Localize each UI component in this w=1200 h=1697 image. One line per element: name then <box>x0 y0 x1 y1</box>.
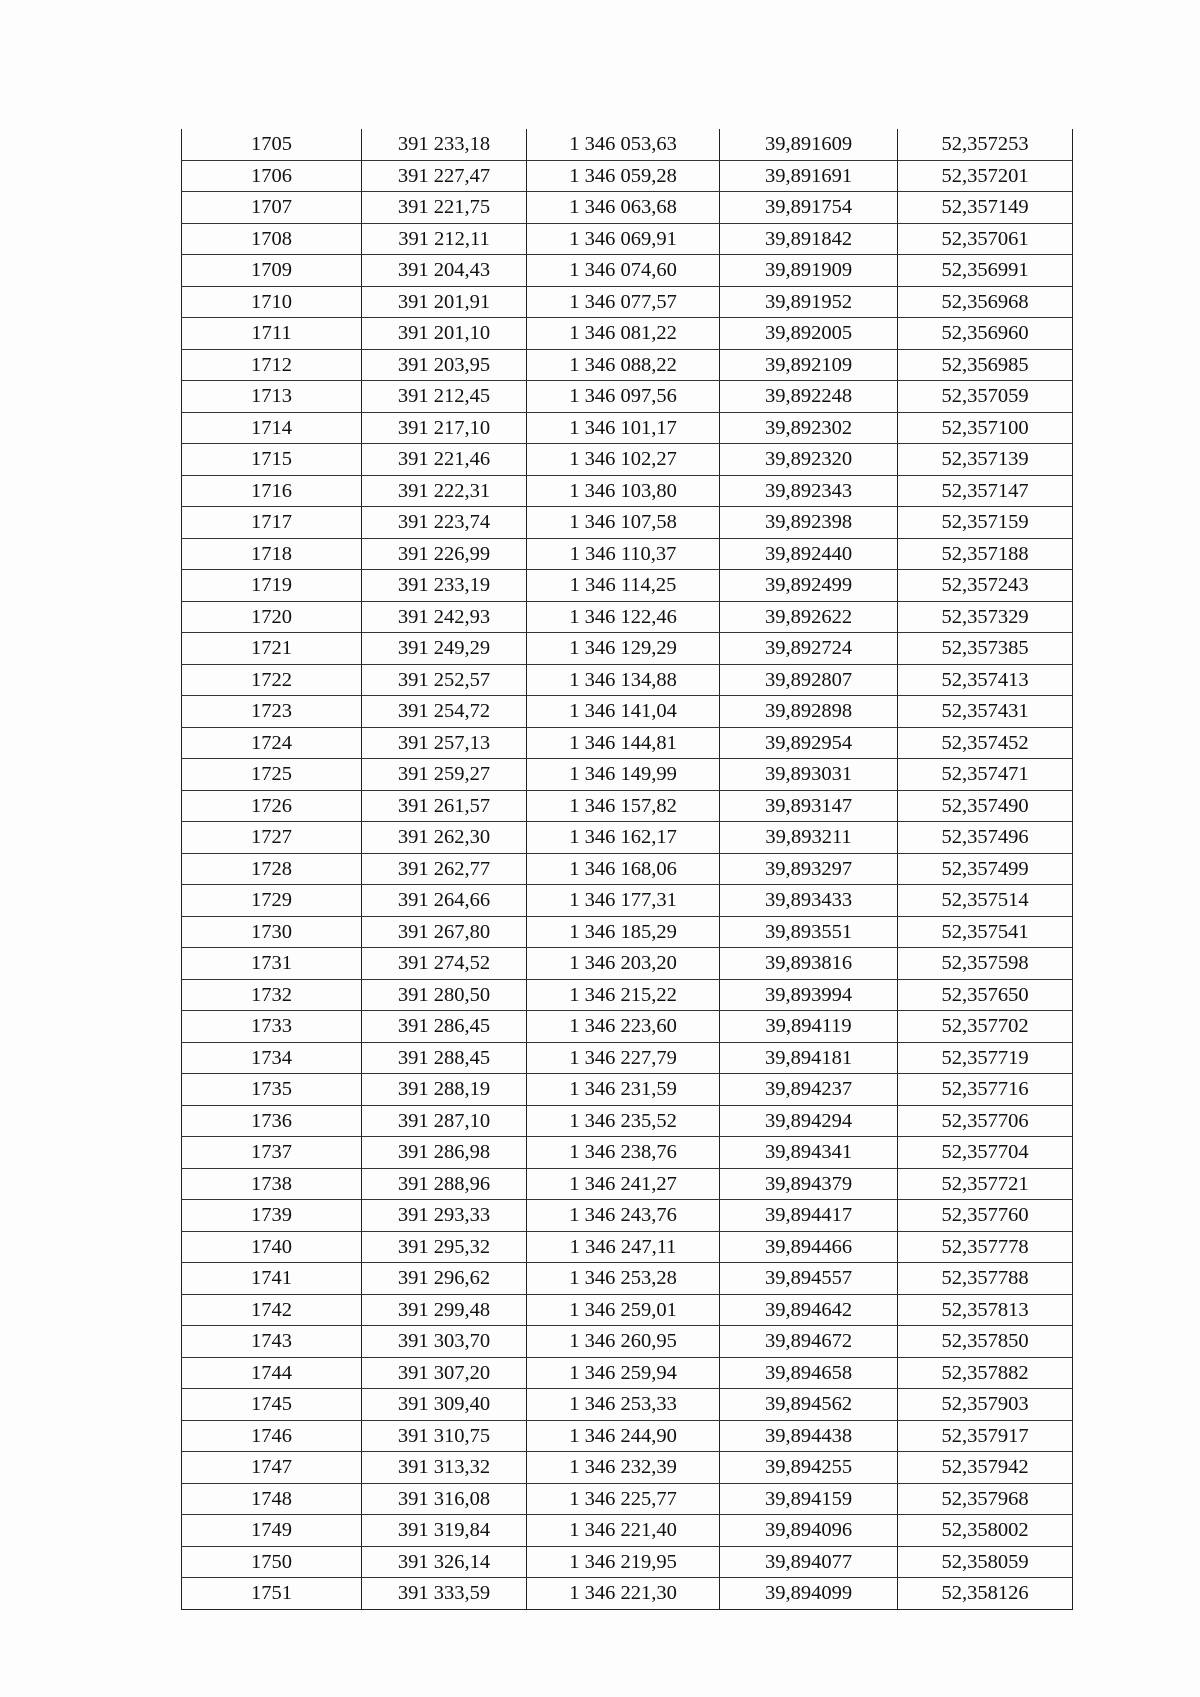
x-coordinate-cell: 391 293,33 <box>362 1200 527 1232</box>
longitude-cell: 39,892109 <box>720 349 898 381</box>
latitude-cell: 52,357413 <box>898 664 1073 696</box>
latitude-cell: 52,357541 <box>898 916 1073 948</box>
latitude-cell: 52,357650 <box>898 979 1073 1011</box>
point-number-cell: 1722 <box>182 664 362 696</box>
longitude-cell: 39,893031 <box>720 759 898 791</box>
y-coordinate-cell: 1 346 253,28 <box>527 1263 720 1295</box>
point-number-cell: 1732 <box>182 979 362 1011</box>
longitude-cell: 39,892622 <box>720 601 898 633</box>
longitude-cell: 39,894119 <box>720 1011 898 1043</box>
table-row <box>182 318 1073 350</box>
x-coordinate-cell: 391 280,50 <box>362 979 527 1011</box>
x-coordinate-cell: 391 296,62 <box>362 1263 527 1295</box>
x-coordinate-cell: 391 254,72 <box>362 696 527 728</box>
longitude-cell: 39,894379 <box>720 1168 898 1200</box>
latitude-cell: 52,357159 <box>898 507 1073 539</box>
point-number-cell: 1713 <box>182 381 362 413</box>
point-number-cell: 1747 <box>182 1452 362 1484</box>
x-coordinate-cell: 391 287,10 <box>362 1105 527 1137</box>
longitude-cell: 39,892302 <box>720 412 898 444</box>
table-row <box>182 1546 1073 1578</box>
point-number-cell: 1726 <box>182 790 362 822</box>
x-coordinate-cell: 391 262,30 <box>362 822 527 854</box>
latitude-cell: 52,357243 <box>898 570 1073 602</box>
x-coordinate-cell: 391 319,84 <box>362 1515 527 1547</box>
x-coordinate-cell: 391 288,96 <box>362 1168 527 1200</box>
x-coordinate-cell: 391 257,13 <box>362 727 527 759</box>
y-coordinate-cell: 1 346 144,81 <box>527 727 720 759</box>
point-number-cell: 1720 <box>182 601 362 633</box>
table-row <box>182 538 1073 570</box>
x-coordinate-cell: 391 310,75 <box>362 1420 527 1452</box>
y-coordinate-cell: 1 346 219,95 <box>527 1546 720 1578</box>
latitude-cell: 52,357942 <box>898 1452 1073 1484</box>
x-coordinate-cell: 391 222,31 <box>362 475 527 507</box>
point-number-cell: 1725 <box>182 759 362 791</box>
point-number-cell: 1710 <box>182 286 362 318</box>
latitude-cell: 52,357721 <box>898 1168 1073 1200</box>
latitude-cell: 52,357471 <box>898 759 1073 791</box>
longitude-cell: 39,892954 <box>720 727 898 759</box>
latitude-cell: 52,357706 <box>898 1105 1073 1137</box>
point-number-cell: 1738 <box>182 1168 362 1200</box>
x-coordinate-cell: 391 274,52 <box>362 948 527 980</box>
longitude-cell: 39,892398 <box>720 507 898 539</box>
x-coordinate-cell: 391 252,57 <box>362 664 527 696</box>
latitude-cell: 52,358126 <box>898 1578 1073 1610</box>
table-row <box>182 822 1073 854</box>
longitude-cell: 39,894562 <box>720 1389 898 1421</box>
x-coordinate-cell: 391 233,18 <box>362 129 527 160</box>
table-row <box>182 916 1073 948</box>
table-row <box>182 507 1073 539</box>
y-coordinate-cell: 1 346 059,28 <box>527 160 720 192</box>
table-row <box>182 223 1073 255</box>
longitude-cell: 39,892440 <box>720 538 898 570</box>
y-coordinate-cell: 1 346 074,60 <box>527 255 720 287</box>
x-coordinate-cell: 391 307,20 <box>362 1357 527 1389</box>
longitude-cell: 39,892724 <box>720 633 898 665</box>
point-number-cell: 1749 <box>182 1515 362 1547</box>
point-number-cell: 1734 <box>182 1042 362 1074</box>
x-coordinate-cell: 391 226,99 <box>362 538 527 570</box>
latitude-cell: 52,357253 <box>898 129 1073 160</box>
latitude-cell: 52,357850 <box>898 1326 1073 1358</box>
table-row <box>182 1326 1073 1358</box>
longitude-cell: 39,894658 <box>720 1357 898 1389</box>
point-number-cell: 1723 <box>182 696 362 728</box>
point-number-cell: 1717 <box>182 507 362 539</box>
longitude-cell: 39,892343 <box>720 475 898 507</box>
table-row <box>182 444 1073 476</box>
point-number-cell: 1721 <box>182 633 362 665</box>
point-number-cell: 1745 <box>182 1389 362 1421</box>
point-number-cell: 1729 <box>182 885 362 917</box>
x-coordinate-cell: 391 313,32 <box>362 1452 527 1484</box>
point-number-cell: 1750 <box>182 1546 362 1578</box>
latitude-cell: 52,357598 <box>898 948 1073 980</box>
y-coordinate-cell: 1 346 244,90 <box>527 1420 720 1452</box>
point-number-cell: 1741 <box>182 1263 362 1295</box>
latitude-cell: 52,357788 <box>898 1263 1073 1295</box>
table-row <box>182 1515 1073 1547</box>
table-row <box>182 727 1073 759</box>
table-row <box>182 1074 1073 1106</box>
y-coordinate-cell: 1 346 227,79 <box>527 1042 720 1074</box>
point-number-cell: 1719 <box>182 570 362 602</box>
y-coordinate-cell: 1 346 069,91 <box>527 223 720 255</box>
table-row <box>182 1389 1073 1421</box>
y-coordinate-cell: 1 346 162,17 <box>527 822 720 854</box>
latitude-cell: 52,357147 <box>898 475 1073 507</box>
point-number-cell: 1711 <box>182 318 362 350</box>
longitude-cell: 39,894096 <box>720 1515 898 1547</box>
x-coordinate-cell: 391 223,74 <box>362 507 527 539</box>
table-row <box>182 255 1073 287</box>
latitude-cell: 52,357061 <box>898 223 1073 255</box>
table-row <box>182 948 1073 980</box>
longitude-cell: 39,893297 <box>720 853 898 885</box>
point-number-cell: 1737 <box>182 1137 362 1169</box>
y-coordinate-cell: 1 346 253,33 <box>527 1389 720 1421</box>
x-coordinate-cell: 391 221,46 <box>362 444 527 476</box>
latitude-cell: 52,356985 <box>898 349 1073 381</box>
point-number-cell: 1744 <box>182 1357 362 1389</box>
longitude-cell: 39,894438 <box>720 1420 898 1452</box>
table-row <box>182 570 1073 602</box>
longitude-cell: 39,893816 <box>720 948 898 980</box>
x-coordinate-cell: 391 212,45 <box>362 381 527 413</box>
longitude-cell: 39,891609 <box>720 129 898 160</box>
table-row <box>182 1483 1073 1515</box>
point-number-cell: 1708 <box>182 223 362 255</box>
x-coordinate-cell: 391 249,29 <box>362 633 527 665</box>
x-coordinate-cell: 391 242,93 <box>362 601 527 633</box>
longitude-cell: 39,892807 <box>720 664 898 696</box>
x-coordinate-cell: 391 217,10 <box>362 412 527 444</box>
y-coordinate-cell: 1 346 114,25 <box>527 570 720 602</box>
point-number-cell: 1751 <box>182 1578 362 1610</box>
latitude-cell: 52,357139 <box>898 444 1073 476</box>
x-coordinate-cell: 391 201,91 <box>362 286 527 318</box>
y-coordinate-cell: 1 346 129,29 <box>527 633 720 665</box>
x-coordinate-cell: 391 288,45 <box>362 1042 527 1074</box>
x-coordinate-cell: 391 286,45 <box>362 1011 527 1043</box>
y-coordinate-cell: 1 346 231,59 <box>527 1074 720 1106</box>
table-row <box>182 664 1073 696</box>
table-row <box>182 790 1073 822</box>
point-number-cell: 1736 <box>182 1105 362 1137</box>
latitude-cell: 52,357719 <box>898 1042 1073 1074</box>
table-row <box>182 1231 1073 1263</box>
longitude-cell: 39,893994 <box>720 979 898 1011</box>
longitude-cell: 39,894181 <box>720 1042 898 1074</box>
y-coordinate-cell: 1 346 259,01 <box>527 1294 720 1326</box>
point-number-cell: 1748 <box>182 1483 362 1515</box>
point-number-cell: 1724 <box>182 727 362 759</box>
longitude-cell: 39,891842 <box>720 223 898 255</box>
table-row <box>182 381 1073 413</box>
longitude-cell: 39,894557 <box>720 1263 898 1295</box>
table-row <box>182 1042 1073 1074</box>
table-row <box>182 1357 1073 1389</box>
y-coordinate-cell: 1 346 081,22 <box>527 318 720 350</box>
y-coordinate-cell: 1 346 149,99 <box>527 759 720 791</box>
longitude-cell: 39,894341 <box>720 1137 898 1169</box>
latitude-cell: 52,357813 <box>898 1294 1073 1326</box>
latitude-cell: 52,357499 <box>898 853 1073 885</box>
x-coordinate-cell: 391 259,27 <box>362 759 527 791</box>
longitude-cell: 39,891909 <box>720 255 898 287</box>
table-row <box>182 1452 1073 1484</box>
latitude-cell: 52,357917 <box>898 1420 1073 1452</box>
latitude-cell: 52,357903 <box>898 1389 1073 1421</box>
table-row <box>182 1420 1073 1452</box>
longitude-cell: 39,894237 <box>720 1074 898 1106</box>
longitude-cell: 39,894099 <box>720 1578 898 1610</box>
table-row <box>182 1011 1073 1043</box>
x-coordinate-cell: 391 333,59 <box>362 1578 527 1610</box>
table-row <box>182 853 1073 885</box>
coordinate-table-body <box>182 129 1073 1609</box>
x-coordinate-cell: 391 262,77 <box>362 853 527 885</box>
y-coordinate-cell: 1 346 097,56 <box>527 381 720 413</box>
longitude-cell: 39,891952 <box>720 286 898 318</box>
longitude-cell: 39,892898 <box>720 696 898 728</box>
table-row <box>182 1137 1073 1169</box>
point-number-cell: 1739 <box>182 1200 362 1232</box>
latitude-cell: 52,358002 <box>898 1515 1073 1547</box>
longitude-cell: 39,894159 <box>720 1483 898 1515</box>
x-coordinate-cell: 391 203,95 <box>362 349 527 381</box>
latitude-cell: 52,357100 <box>898 412 1073 444</box>
longitude-cell: 39,894294 <box>720 1105 898 1137</box>
x-coordinate-cell: 391 204,43 <box>362 255 527 287</box>
y-coordinate-cell: 1 346 203,20 <box>527 948 720 980</box>
longitude-cell: 39,893211 <box>720 822 898 854</box>
y-coordinate-cell: 1 346 103,80 <box>527 475 720 507</box>
y-coordinate-cell: 1 346 134,88 <box>527 664 720 696</box>
y-coordinate-cell: 1 346 185,29 <box>527 916 720 948</box>
x-coordinate-cell: 391 316,08 <box>362 1483 527 1515</box>
longitude-cell: 39,891754 <box>720 192 898 224</box>
y-coordinate-cell: 1 346 141,04 <box>527 696 720 728</box>
y-coordinate-cell: 1 346 168,06 <box>527 853 720 885</box>
latitude-cell: 52,357704 <box>898 1137 1073 1169</box>
latitude-cell: 52,357452 <box>898 727 1073 759</box>
x-coordinate-cell: 391 233,19 <box>362 570 527 602</box>
point-number-cell: 1714 <box>182 412 362 444</box>
x-coordinate-cell: 391 261,57 <box>362 790 527 822</box>
x-coordinate-cell: 391 267,80 <box>362 916 527 948</box>
coordinate-table <box>181 129 1073 1610</box>
table-row <box>182 1578 1073 1610</box>
point-number-cell: 1727 <box>182 822 362 854</box>
table-row <box>182 601 1073 633</box>
longitude-cell: 39,892499 <box>720 570 898 602</box>
y-coordinate-cell: 1 346 088,22 <box>527 349 720 381</box>
y-coordinate-cell: 1 346 177,31 <box>527 885 720 917</box>
latitude-cell: 52,357490 <box>898 790 1073 822</box>
table-row <box>182 1294 1073 1326</box>
y-coordinate-cell: 1 346 247,11 <box>527 1231 720 1263</box>
y-coordinate-cell: 1 346 053,63 <box>527 129 720 160</box>
y-coordinate-cell: 1 346 122,46 <box>527 601 720 633</box>
latitude-cell: 52,356960 <box>898 318 1073 350</box>
latitude-cell: 52,357702 <box>898 1011 1073 1043</box>
table-row <box>182 349 1073 381</box>
x-coordinate-cell: 391 295,32 <box>362 1231 527 1263</box>
y-coordinate-cell: 1 346 221,40 <box>527 1515 720 1547</box>
point-number-cell: 1712 <box>182 349 362 381</box>
x-coordinate-cell: 391 264,66 <box>362 885 527 917</box>
y-coordinate-cell: 1 346 225,77 <box>527 1483 720 1515</box>
point-number-cell: 1733 <box>182 1011 362 1043</box>
latitude-cell: 52,357514 <box>898 885 1073 917</box>
y-coordinate-cell: 1 346 101,17 <box>527 412 720 444</box>
point-number-cell: 1742 <box>182 1294 362 1326</box>
latitude-cell: 52,357968 <box>898 1483 1073 1515</box>
y-coordinate-cell: 1 346 232,39 <box>527 1452 720 1484</box>
point-number-cell: 1735 <box>182 1074 362 1106</box>
table-row <box>182 475 1073 507</box>
latitude-cell: 52,357496 <box>898 822 1073 854</box>
latitude-cell: 52,357431 <box>898 696 1073 728</box>
y-coordinate-cell: 1 346 102,27 <box>527 444 720 476</box>
longitude-cell: 39,892248 <box>720 381 898 413</box>
table-row <box>182 979 1073 1011</box>
point-number-cell: 1743 <box>182 1326 362 1358</box>
longitude-cell: 39,893433 <box>720 885 898 917</box>
y-coordinate-cell: 1 346 235,52 <box>527 1105 720 1137</box>
longitude-cell: 39,894672 <box>720 1326 898 1358</box>
x-coordinate-cell: 391 221,75 <box>362 192 527 224</box>
point-number-cell: 1740 <box>182 1231 362 1263</box>
y-coordinate-cell: 1 346 110,37 <box>527 538 720 570</box>
y-coordinate-cell: 1 346 223,60 <box>527 1011 720 1043</box>
latitude-cell: 52,357059 <box>898 381 1073 413</box>
y-coordinate-cell: 1 346 221,30 <box>527 1578 720 1610</box>
y-coordinate-cell: 1 346 260,95 <box>527 1326 720 1358</box>
table-row <box>182 160 1073 192</box>
table-row <box>182 192 1073 224</box>
table-row <box>182 1105 1073 1137</box>
longitude-cell: 39,894255 <box>720 1452 898 1484</box>
point-number-cell: 1716 <box>182 475 362 507</box>
point-number-cell: 1730 <box>182 916 362 948</box>
point-number-cell: 1728 <box>182 853 362 885</box>
table-row <box>182 1168 1073 1200</box>
latitude-cell: 52,357882 <box>898 1357 1073 1389</box>
point-number-cell: 1706 <box>182 160 362 192</box>
longitude-cell: 39,891691 <box>720 160 898 192</box>
y-coordinate-cell: 1 346 157,82 <box>527 790 720 822</box>
latitude-cell: 52,357149 <box>898 192 1073 224</box>
longitude-cell: 39,892005 <box>720 318 898 350</box>
latitude-cell: 52,357329 <box>898 601 1073 633</box>
longitude-cell: 39,894466 <box>720 1231 898 1263</box>
point-number-cell: 1707 <box>182 192 362 224</box>
latitude-cell: 52,357760 <box>898 1200 1073 1232</box>
y-coordinate-cell: 1 346 243,76 <box>527 1200 720 1232</box>
longitude-cell: 39,893551 <box>720 916 898 948</box>
x-coordinate-cell: 391 212,11 <box>362 223 527 255</box>
latitude-cell: 52,357188 <box>898 538 1073 570</box>
x-coordinate-cell: 391 227,47 <box>362 160 527 192</box>
longitude-cell: 39,894077 <box>720 1546 898 1578</box>
longitude-cell: 39,894642 <box>720 1294 898 1326</box>
point-number-cell: 1718 <box>182 538 362 570</box>
latitude-cell: 52,356991 <box>898 255 1073 287</box>
point-number-cell: 1709 <box>182 255 362 287</box>
y-coordinate-cell: 1 346 259,94 <box>527 1357 720 1389</box>
table-row <box>182 286 1073 318</box>
longitude-cell: 39,894417 <box>720 1200 898 1232</box>
y-coordinate-cell: 1 346 215,22 <box>527 979 720 1011</box>
latitude-cell: 52,357716 <box>898 1074 1073 1106</box>
point-number-cell: 1705 <box>182 129 362 160</box>
point-number-cell: 1715 <box>182 444 362 476</box>
table-row <box>182 1200 1073 1232</box>
x-coordinate-cell: 391 326,14 <box>362 1546 527 1578</box>
point-number-cell: 1746 <box>182 1420 362 1452</box>
latitude-cell: 52,357778 <box>898 1231 1073 1263</box>
y-coordinate-cell: 1 346 241,27 <box>527 1168 720 1200</box>
x-coordinate-cell: 391 299,48 <box>362 1294 527 1326</box>
y-coordinate-cell: 1 346 063,68 <box>527 192 720 224</box>
y-coordinate-cell: 1 346 107,58 <box>527 507 720 539</box>
latitude-cell: 52,357385 <box>898 633 1073 665</box>
longitude-cell: 39,892320 <box>720 444 898 476</box>
table-row <box>182 129 1073 160</box>
x-coordinate-cell: 391 286,98 <box>362 1137 527 1169</box>
table-row <box>182 633 1073 665</box>
x-coordinate-cell: 391 309,40 <box>362 1389 527 1421</box>
longitude-cell: 39,893147 <box>720 790 898 822</box>
point-number-cell: 1731 <box>182 948 362 980</box>
latitude-cell: 52,358059 <box>898 1546 1073 1578</box>
x-coordinate-cell: 391 303,70 <box>362 1326 527 1358</box>
latitude-cell: 52,357201 <box>898 160 1073 192</box>
table-row <box>182 1263 1073 1295</box>
table-row <box>182 696 1073 728</box>
y-coordinate-cell: 1 346 238,76 <box>527 1137 720 1169</box>
x-coordinate-cell: 391 201,10 <box>362 318 527 350</box>
x-coordinate-cell: 391 288,19 <box>362 1074 527 1106</box>
table-row <box>182 759 1073 791</box>
latitude-cell: 52,356968 <box>898 286 1073 318</box>
table-row <box>182 885 1073 917</box>
y-coordinate-cell: 1 346 077,57 <box>527 286 720 318</box>
table-row <box>182 412 1073 444</box>
